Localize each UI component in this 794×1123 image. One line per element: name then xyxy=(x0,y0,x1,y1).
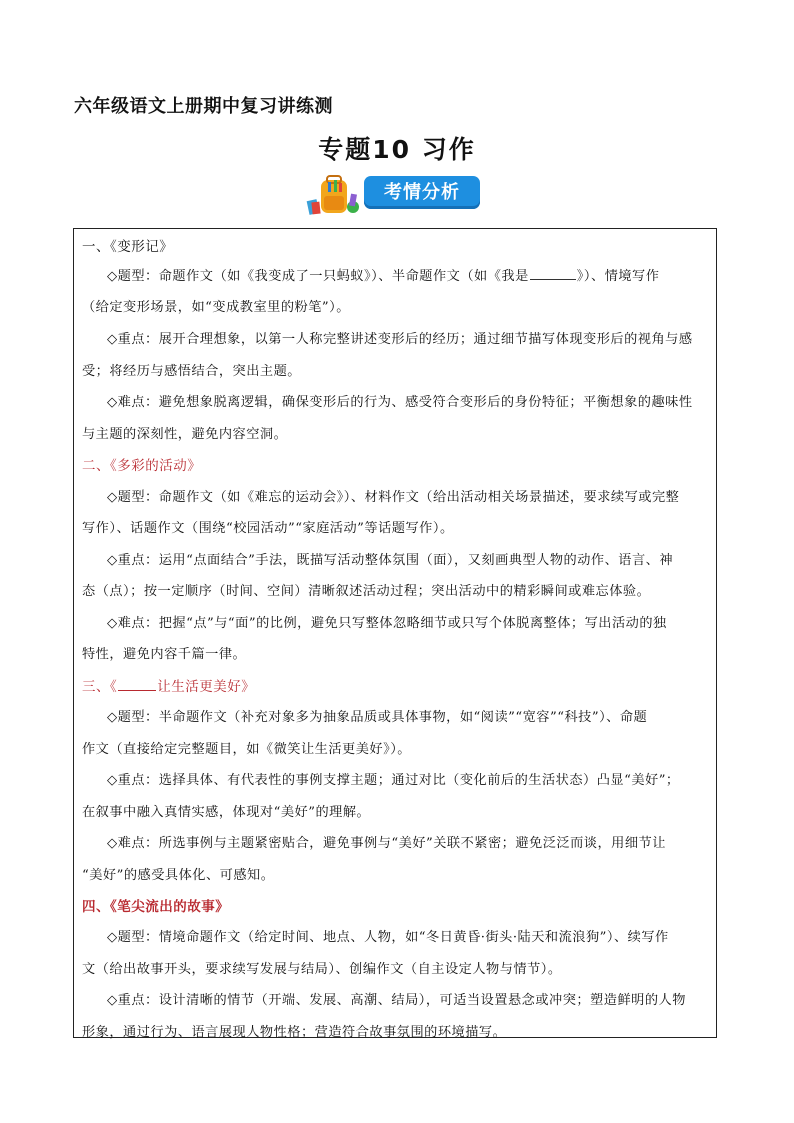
fill-blank xyxy=(118,677,156,691)
section-2-line-3: ◇重点：运用“点面结合”手法，既描写活动整体氛围（面），又刻画典型人物的动作、语言、神 xyxy=(107,553,674,568)
section-3-line-3: ◇重点：选择具体、有代表性的事例支撑主题；通过对比（变化前后的生活状态）凸显“美好”； xyxy=(107,773,680,788)
section-3-line-5: ◇难点：所选事例与主题紧密贴合，避免事例与“美好”关联不紧密；避免泛泛而谈，用细节让 xyxy=(107,836,666,851)
section-4-line-3: ◇重点：设计清晰的情节（开端、发展、高潮、结局），可适当设置悬念或冲突；塑造鲜明的人物 xyxy=(107,993,686,1008)
analysis-badge: 考情分析 xyxy=(364,176,480,209)
section-4-line-4: 形象，通过行为、语言展现人物性格；营造符合故事氛围的环境描写。 xyxy=(82,1025,507,1040)
section-heading-3: 三、《 让生活更美好》 xyxy=(82,679,256,695)
section-2-line-4: 态（点）；按一定顺序（时间、空间）清晰叙述活动过程；突出活动中的精彩瞬间或难忘体验。 xyxy=(82,584,651,599)
section-2-line-1: ◇题型：命题作文（如《难忘的运动会》）、材料作文（给出活动相关场景描述，要求续写或完整 xyxy=(107,490,680,505)
section-3-line-1: ◇题型：半命题作文（补充对象多为抽象品质或具体事物，如“阅读”“宽容”“科技”）、命题 xyxy=(107,710,648,725)
page-title: 专题10 习作 xyxy=(318,135,476,164)
section-2-line-5: ◇难点：把握“点”与“面”的比例，避免只写整体忽略细节或只写个体脱离整体；写出活动的独 xyxy=(107,616,667,631)
section-heading-2: 二、《多彩的活动》 xyxy=(82,458,202,474)
analysis-banner xyxy=(306,174,486,216)
section-3-line-6: “美好”的感受具体化、可感知。 xyxy=(82,868,275,883)
section-heading-4: 四、《笔尖流出的故事》 xyxy=(82,899,230,915)
section-3-line-2: 作文（直接给定完整题目，如《微笑让生活更美好》）。 xyxy=(82,742,411,757)
section-1-line-1: ◇题型：命题作文（如《我变成了一只蚂蚁》）、半命题作文（如《我是 》）、情境写作 xyxy=(107,265,659,284)
section-2-line-2: 写作）、话题作文（围绕“校园活动”“家庭活动”等话题写作）。 xyxy=(82,521,454,536)
content-box xyxy=(73,228,717,1038)
section-1-line-4: 受；将经历与感悟结合，突出主题。 xyxy=(82,364,301,379)
backpack-icon xyxy=(306,174,362,216)
section-2-line-6: 特性，避免内容千篇一律。 xyxy=(82,647,247,662)
section-1-line-3: ◇重点：展开合理想象，以第一人称完整讲述变形后的经历；通过细节描写体现变形后的视角与感 xyxy=(107,332,693,347)
section-3-line-4: 在叙事中融入真情实感，体现对“美好”的理解。 xyxy=(82,805,371,820)
section-4-line-1: ◇题型：情境命题作文（给定时间、地点、人物，如“冬日黄昏·街头·陆天和流浪狗”）、续写作 xyxy=(107,930,669,945)
series-header: 六年级语文上册期中复习讲练测 xyxy=(74,96,333,117)
section-1-line-6: 与主题的深刻性，避免内容空洞。 xyxy=(82,427,288,442)
section-4-line-2: 文（给出故事开头，要求续写发展与结局）、创编作文（自主设定人物与情节）。 xyxy=(82,962,562,977)
section-1-line-2: （给定变形场景，如“变成教室里的粉笔”）。 xyxy=(82,300,350,315)
section-heading-1: 一、《变形记》 xyxy=(82,239,174,255)
section-1-line-5: ◇难点：避免想象脱离逻辑，确保变形后的行为、感受符合变形后的身份特征；平衡想象的趣味性 xyxy=(107,395,693,410)
fill-blank xyxy=(530,266,576,280)
